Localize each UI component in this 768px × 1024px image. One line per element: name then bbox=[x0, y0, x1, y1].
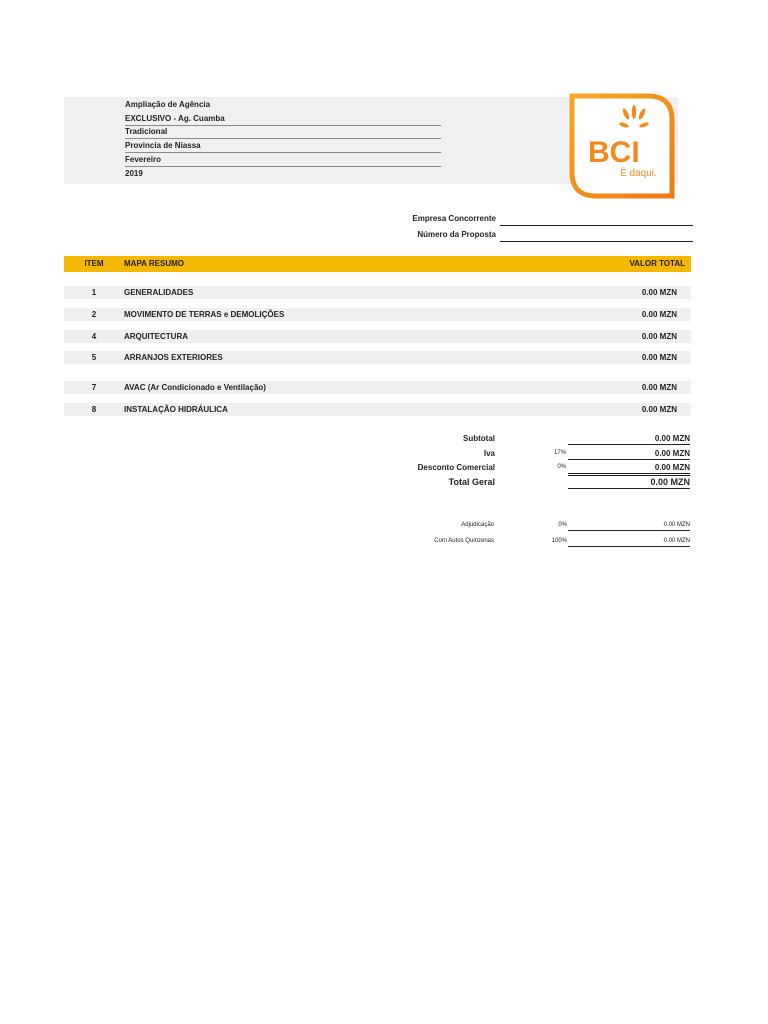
row-item: 7 bbox=[91, 383, 97, 392]
row-item: 4 bbox=[91, 332, 97, 341]
desconto-value: 0.00 MZN bbox=[568, 461, 690, 474]
autos-quinzenas-row bbox=[0, 535, 768, 547]
row-value: 0.00 MZN bbox=[641, 310, 677, 319]
autos-value: 0.00 MZN bbox=[568, 535, 690, 547]
table-row bbox=[64, 330, 691, 343]
table-row bbox=[64, 381, 691, 394]
table-row bbox=[64, 403, 691, 416]
table-row bbox=[64, 286, 691, 299]
row-desc: MOVIMENTO DE TERRAS e DEMOLIÇÕES bbox=[124, 310, 285, 319]
bci-logo bbox=[566, 92, 676, 202]
subtotal-label: Subtotal bbox=[463, 434, 495, 443]
numero-input-line[interactable] bbox=[500, 241, 693, 242]
info-value: Fevereiro bbox=[125, 153, 441, 167]
row-item: 2 bbox=[91, 310, 97, 319]
iva-label: Iva bbox=[483, 449, 495, 458]
adjudicacao-value: 0.00 MZN bbox=[568, 519, 690, 531]
row-value: 0.00 MZN bbox=[641, 405, 677, 414]
row-desc: AVAC (Ar Condicionado e Ventilação) bbox=[124, 383, 266, 392]
header-value: VALOR TOTAL bbox=[629, 259, 685, 268]
header-item: ITEM bbox=[84, 259, 104, 268]
row-value: 0.00 MZN bbox=[641, 353, 677, 362]
table-row bbox=[64, 308, 691, 321]
adjudicacao-pct: 0% bbox=[558, 522, 567, 528]
info-value: Ampliação de Agência bbox=[125, 100, 211, 109]
empresa-concorrente-row bbox=[400, 212, 692, 226]
row-item: 1 bbox=[91, 288, 97, 297]
iva-row bbox=[0, 447, 768, 460]
total-geral-label: Total Geral bbox=[448, 477, 495, 487]
subtotal-row bbox=[0, 432, 768, 445]
subtotal-value: 0.00 MZN bbox=[568, 432, 690, 445]
iva-value: 0.00 MZN bbox=[568, 447, 690, 460]
summary-table-header bbox=[64, 256, 691, 272]
numero-proposta-row bbox=[400, 228, 692, 242]
numero-label: Número da Proposta bbox=[417, 230, 496, 239]
row-value: 0.00 MZN bbox=[641, 288, 677, 297]
row-item: 8 bbox=[91, 405, 97, 414]
row-item: 5 bbox=[91, 353, 97, 362]
header-desc: MAPA RESUMO bbox=[124, 259, 184, 268]
table-row bbox=[64, 351, 691, 364]
info-value: 2019 bbox=[125, 169, 143, 178]
desconto-row bbox=[0, 461, 768, 474]
row-desc: GENERALIDADES bbox=[124, 288, 194, 297]
empresa-input-line[interactable] bbox=[500, 225, 693, 226]
iva-pct: 17% bbox=[553, 450, 566, 456]
adjudicacao-label: Adjudicação bbox=[461, 522, 494, 528]
desconto-pct: 0% bbox=[557, 464, 566, 470]
row-desc: ARRANJOS EXTERIORES bbox=[124, 353, 223, 362]
desconto-label: Desconto Comercial bbox=[417, 463, 495, 472]
total-geral-row bbox=[0, 476, 768, 489]
logo-text: BCI bbox=[588, 136, 640, 169]
autos-pct: 100% bbox=[551, 538, 567, 544]
row-desc: ARQUITECTURA bbox=[124, 332, 188, 341]
empresa-label: Empresa Concorrente bbox=[412, 214, 496, 223]
info-value: EXCLUSIVO - Ag. Cuamba bbox=[125, 112, 441, 126]
autos-label: Com Autos Quinzenas bbox=[434, 538, 494, 544]
row-value: 0.00 MZN bbox=[641, 383, 677, 392]
row-desc: INSTALAÇÃO HIDRÁULICA bbox=[124, 405, 228, 414]
total-geral-value: 0.00 MZN bbox=[568, 475, 690, 489]
row-value: 0.00 MZN bbox=[641, 332, 677, 341]
logo-tagline: É daqui. bbox=[620, 168, 657, 179]
adjudicacao-row bbox=[0, 519, 768, 531]
info-value: Tradicional bbox=[125, 125, 441, 139]
info-value: Provincia de Niassa bbox=[125, 139, 441, 153]
